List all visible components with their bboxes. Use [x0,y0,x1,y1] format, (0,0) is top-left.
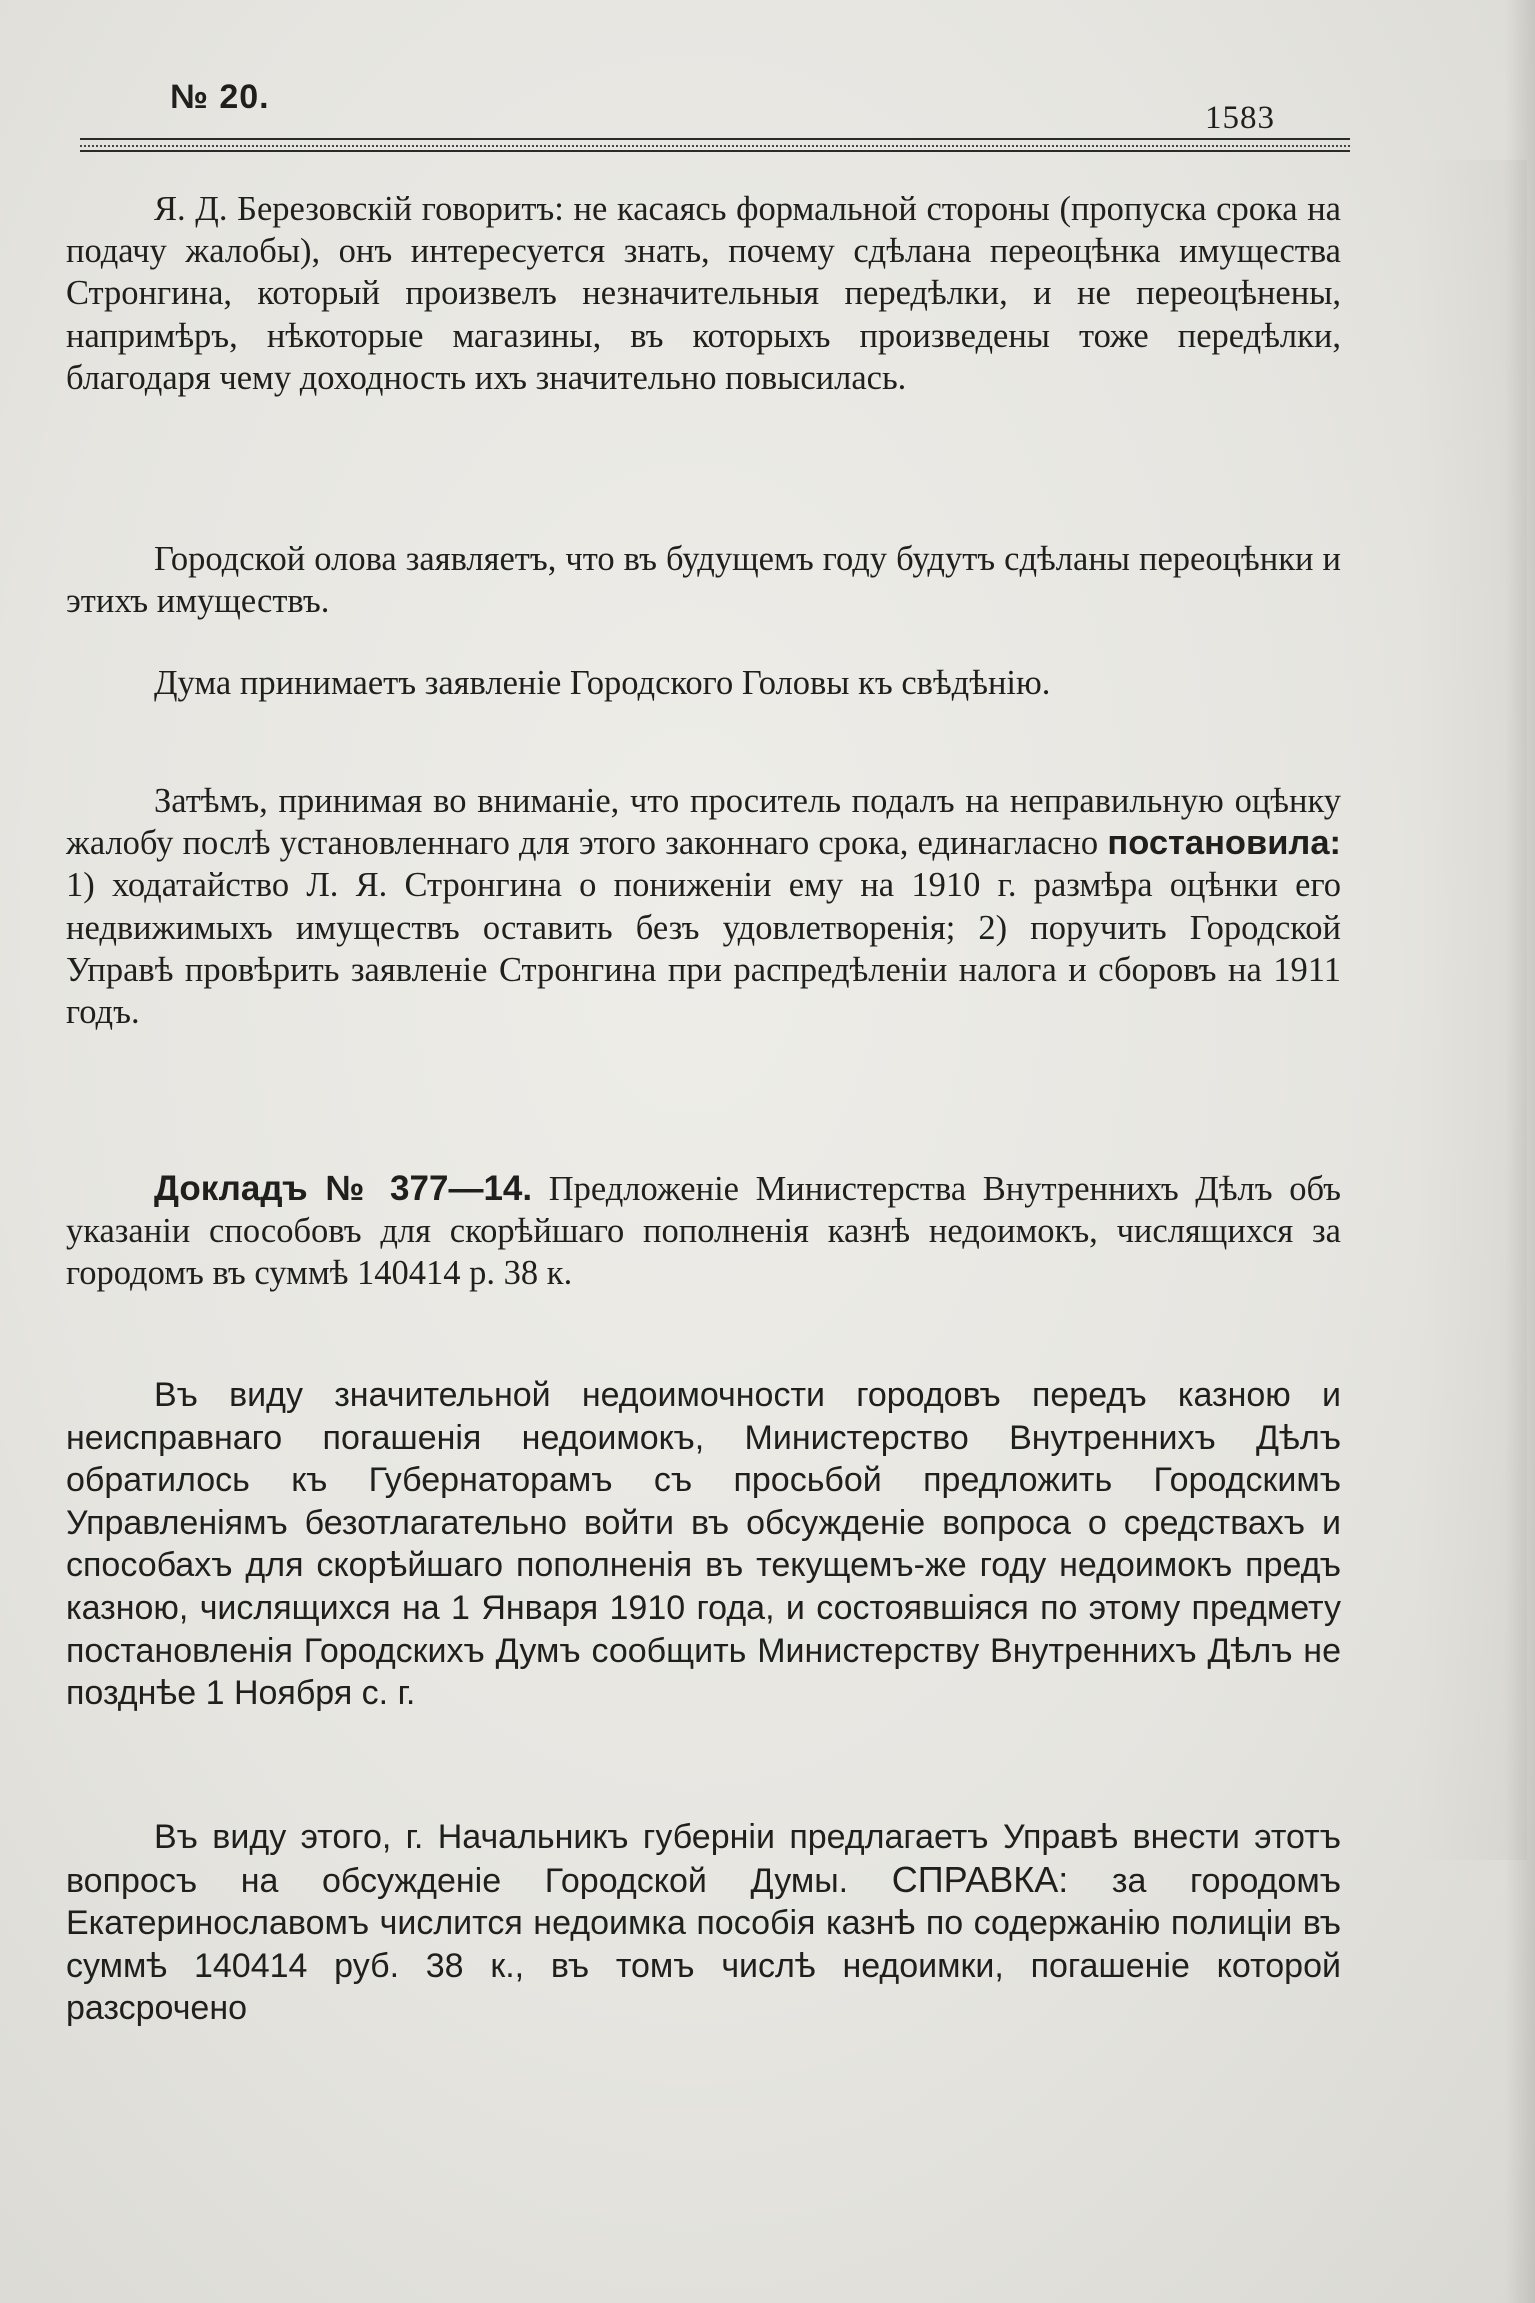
paragraph-text: Въ виду этого, г. Начальникъ губернiи предлагаетъ Управѣ внести этотъ вопросъ на обсужденiе Городской Думы. [66,1818,1341,1900]
spravka-label: СПРАВКА: [891,1858,1069,1900]
paragraph-ministry-request [66,1374,1341,1715]
paragraph-text: Городской олова заявляетъ, что въ будущемъ году будутъ сдѣланы переоцѣнки и этихъ имуществъ. [66,540,1341,621]
paragraph-text: Я. Д. Березовскiй говоритъ: не касаясь формальной стороны (пропуска срока на подачу жалобы), онъ интересуется знать, почему сдѣлана переоцѣнка имущества Стронгина, который произвелъ незначительныя передѣлки, и не переоцѣнены, напримѣръ, нѣкоторые магазины, въ которыхъ произведены тоже передѣлки, благодаря чему доходность ихъ значительно повысилась. [66,190,1341,397]
header-rule [80,136,1350,152]
paragraph-mayor-statement [66,538,1341,622]
paragraph-report-377 [66,1168,1341,1295]
paragraph-text: Въ виду значительной недоимочности городовъ передъ казною и неисправнаго погашенiя недоимокъ, Министерство Внутреннихъ Дѣлъ обратилось къ Губернаторамъ съ просьбой предложить Городскимъ Управленiямъ безотлагательно войти въ обсужденiе вопроса о средствахъ и способахъ для скорѣйшаго пополненiя въ текущемъ-же году недоимокъ предъ казною, числящихся на 1 Января 1910 года, и состоявшiяся по этому предмету постановленiя Городскихъ Думъ сообщить Министерству Внутреннихъ Дѣлъ не позднѣе 1 Ноября с. г. [66,1376,1341,1713]
issue-number: № 20. [170,78,270,116]
paragraph-duma-accepts [66,662,1341,704]
paragraph-text: 1) ходатайство Л. Я. Стронгина о пониженiи ему на 1910 г. размѣра оцѣнки его недвижимыхъ имуществъ оставить безъ удовлетворенiя; 2) поручить Городской Управѣ провѣрить заявленiе Стронгина при распредѣленiи налога и сборовъ на 1911 годъ. [66,866,1341,1032]
paragraph-text: за городомъ Екатеринославомъ числится недоимка пособiя казнѣ по содержанiю полицiи въ суммѣ 140414 руб. 38 к., въ томъ числѣ недоимки, погашенiе которой разсрочено [66,1861,1341,2028]
bleed-through-shade [1417,160,1527,1860]
report-number: Докладъ № 377—14. [154,1169,533,1208]
paragraph-governor-proposal [66,1816,1341,2030]
paragraph-text: Предложенiе Министерства Внутреннихъ Дѣлъ объ указанiи способовъ для скорѣйшаго пополненiя казнѣ недоимокъ, числящихся за городомъ въ суммѣ 140414 р. 38 к. [66,1170,1342,1293]
resolution-keyword: постановила: [1107,824,1342,863]
paragraph-resolution [66,780,1341,1033]
paragraph-berezovsky [66,188,1341,399]
paragraph-text: Дума принимаетъ заявленiе Городского Головы къ свѣдѣнiю. [154,664,1051,702]
page-number: 1583 [1205,100,1275,136]
paragraph-text: Затѣмъ, принимая во вниманiе, что проситель подалъ на неправильную оцѣнку жалобу послѣ установленнаго для этого законнаго срока, единагласно [66,782,1341,863]
